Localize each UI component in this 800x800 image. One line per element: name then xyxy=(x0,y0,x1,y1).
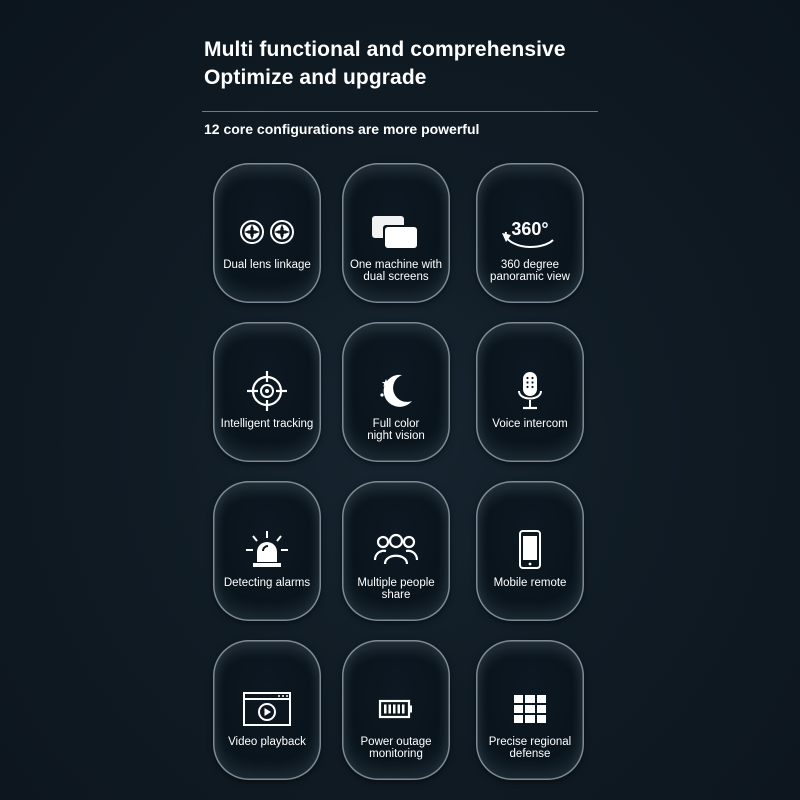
feature-card-power-outage xyxy=(342,640,450,780)
feature-card-multiple-people-share xyxy=(342,481,450,621)
feature-card-video-playback xyxy=(213,640,321,780)
video-playback-icon xyxy=(213,684,321,734)
subtitle: 12 core configurations are more powerful xyxy=(204,121,480,137)
svg-text:360°: 360° xyxy=(511,219,549,239)
battery-icon xyxy=(342,684,450,734)
feature-label: Multiple people share xyxy=(357,577,435,601)
crosshair-icon xyxy=(213,366,321,416)
feature-card-dual-screens xyxy=(342,163,450,303)
feature-label: One machine with dual screens xyxy=(349,259,443,283)
headline xyxy=(204,36,566,92)
feature-card-detecting-alarms xyxy=(213,481,321,621)
feature-card-360-panorama xyxy=(476,163,584,303)
microphone-icon xyxy=(476,366,584,416)
feature-label: Mobile remote xyxy=(493,577,567,589)
people-icon xyxy=(342,525,450,575)
headline-line-1: Multi functional and comprehensive xyxy=(204,38,566,61)
panorama-360-icon xyxy=(476,207,584,257)
feature-card-night-vision xyxy=(342,322,450,462)
alarm-light-icon xyxy=(213,525,321,575)
feature-label: Power outage monitoring xyxy=(360,736,432,760)
moon-stars-icon xyxy=(342,366,450,416)
headline-line-2: Optimize and upgrade xyxy=(204,66,427,89)
feature-label: 360 degree panoramic view xyxy=(490,259,570,283)
feature-label: Full color night vision xyxy=(367,418,425,442)
feature-label: Video playback xyxy=(228,736,306,748)
feature-card-regional-defense xyxy=(476,640,584,780)
feature-label: Intelligent tracking xyxy=(220,418,314,430)
feature-label: Voice intercom xyxy=(492,418,568,430)
feature-card-dual-lens xyxy=(213,163,321,303)
divider xyxy=(202,111,598,112)
feature-label: Precise regional defense xyxy=(488,736,572,760)
feature-card-mobile-remote xyxy=(476,481,584,621)
feature-card-voice-intercom xyxy=(476,322,584,462)
feature-card-intelligent-tracking xyxy=(213,322,321,462)
grid-icon xyxy=(476,684,584,734)
smartphone-icon xyxy=(476,525,584,575)
feature-label: Dual lens linkage xyxy=(223,259,311,271)
feature-label: Detecting alarms xyxy=(223,577,311,589)
dual-lens-icon xyxy=(213,207,321,257)
dual-screens-icon xyxy=(342,207,450,257)
